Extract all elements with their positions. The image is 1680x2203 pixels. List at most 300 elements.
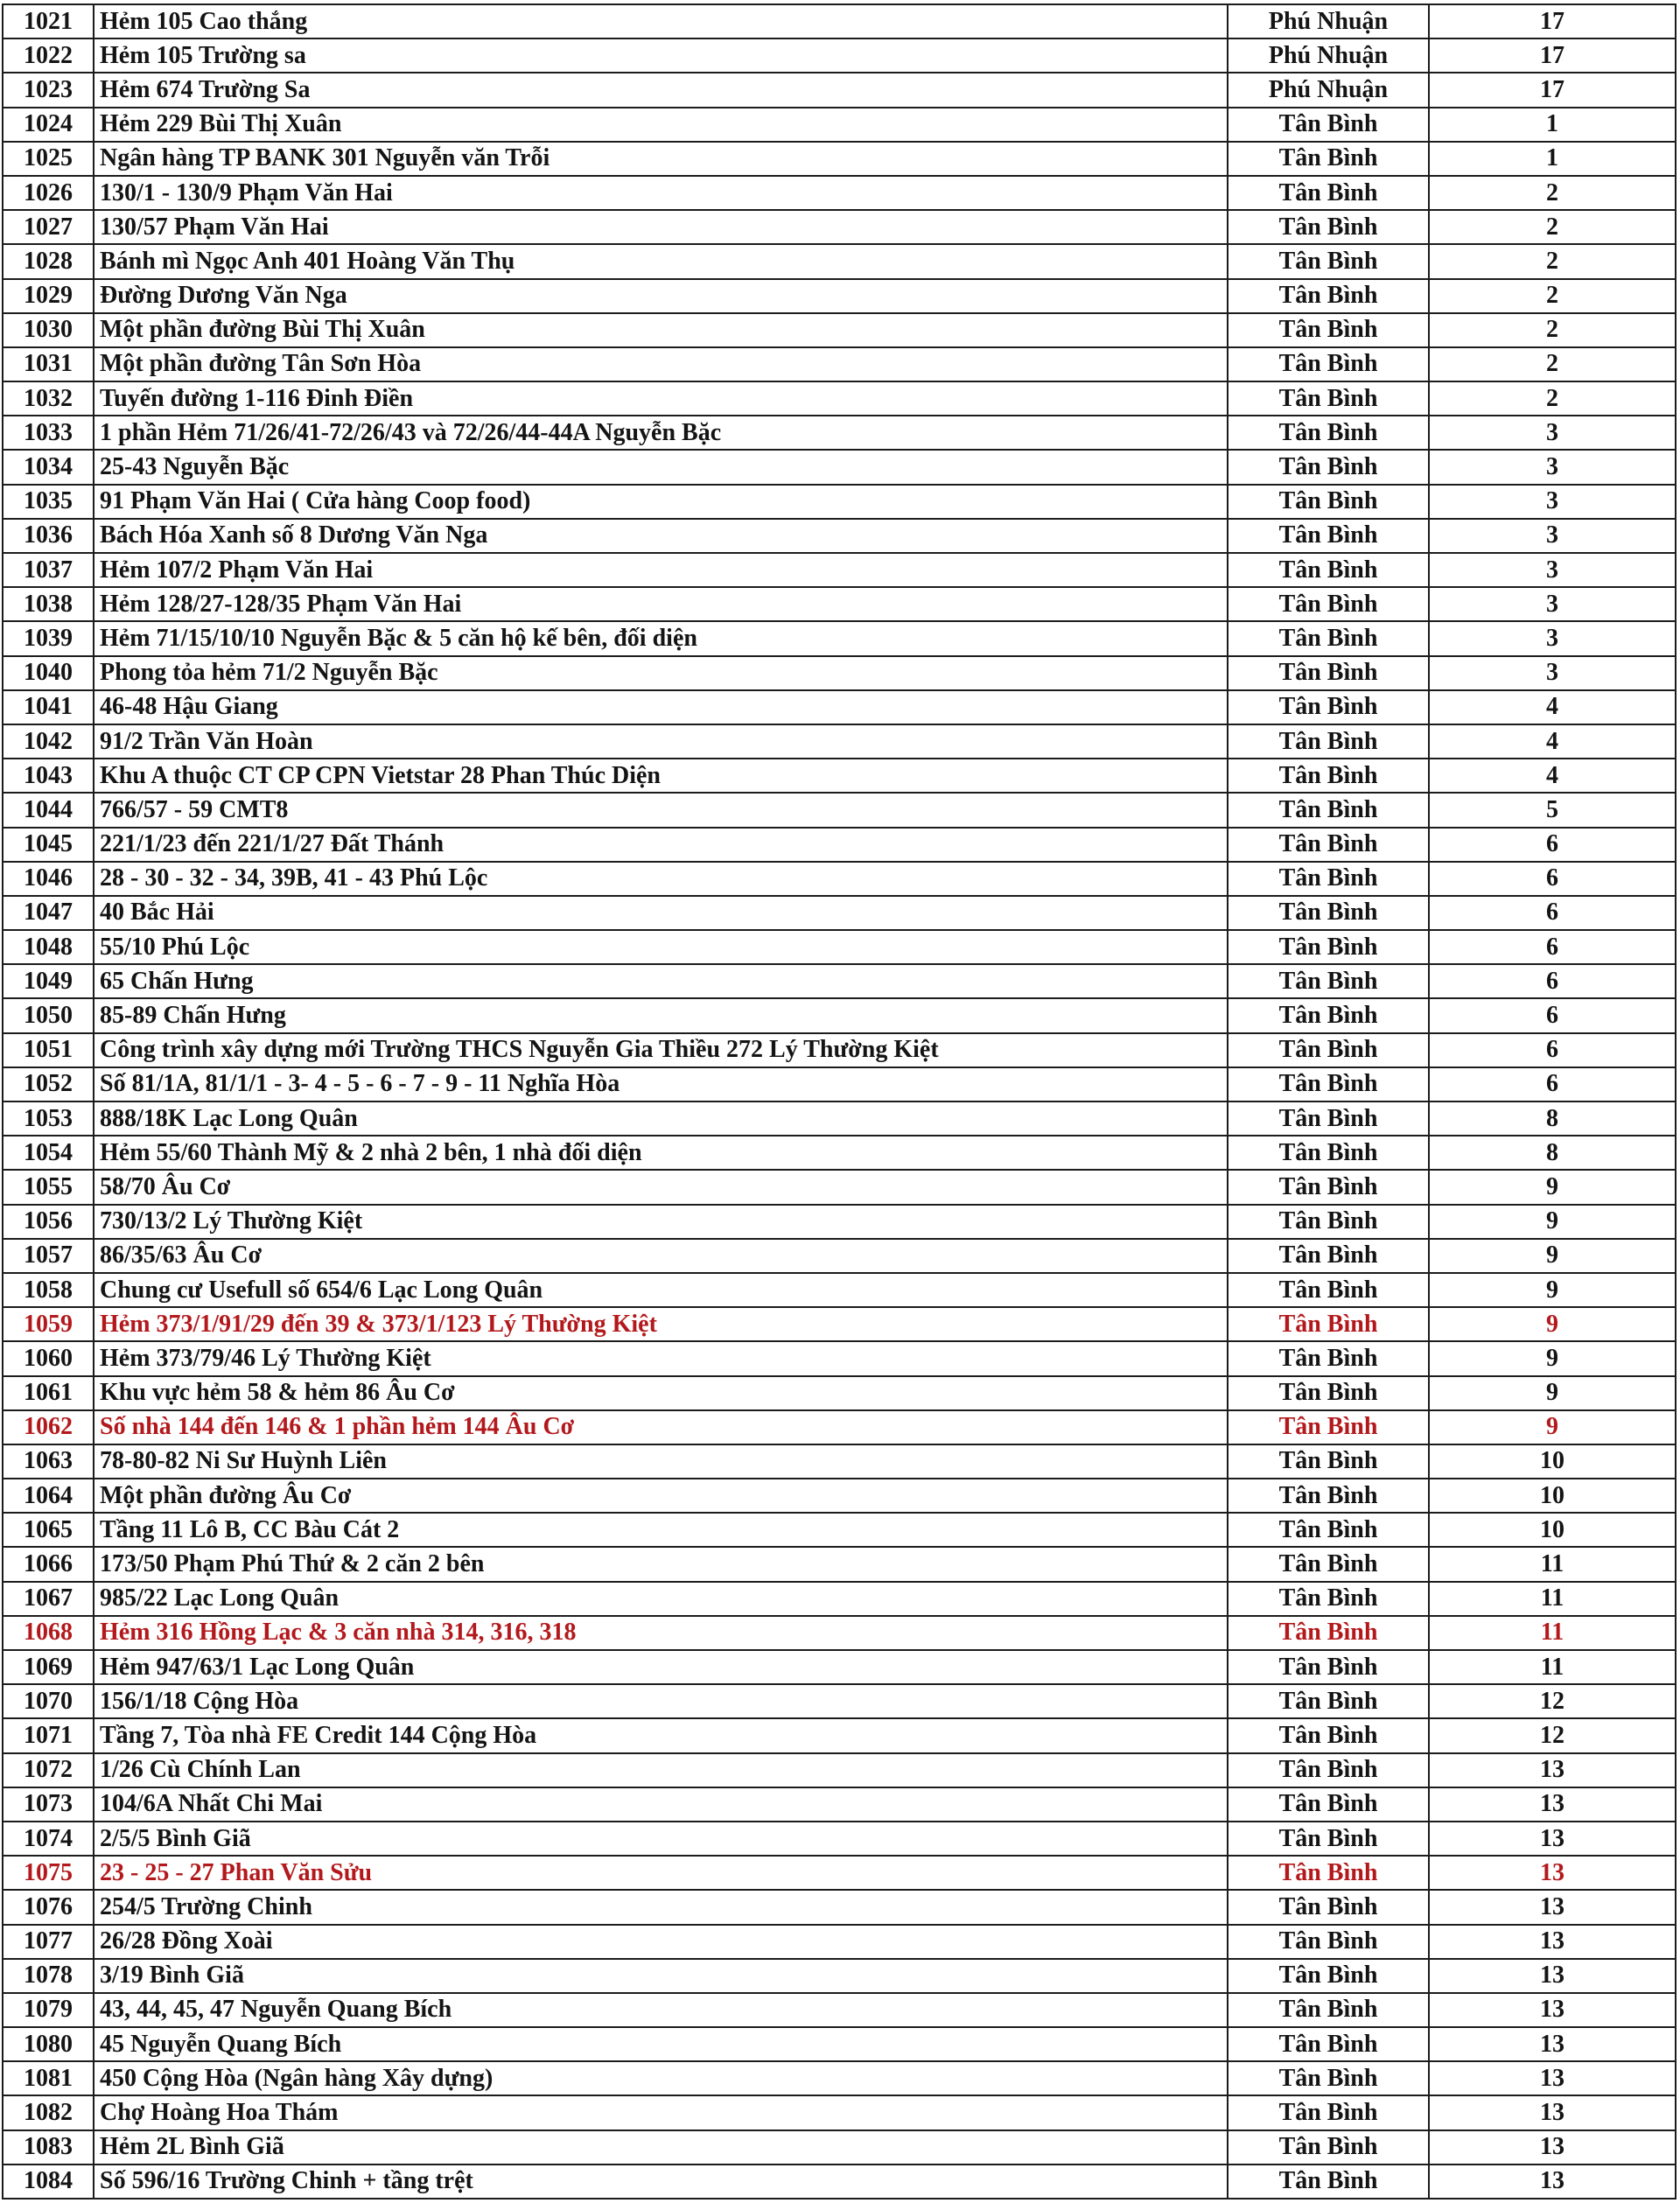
district-cell: Tân Bình bbox=[1228, 244, 1429, 278]
table-row bbox=[3, 450, 1676, 484]
ward-cell: 9 bbox=[1429, 1205, 1676, 1239]
row-number-cell: 1026 bbox=[3, 176, 94, 210]
ward-cell: 3 bbox=[1429, 519, 1676, 553]
row-number-cell: 1036 bbox=[3, 519, 94, 553]
table-row bbox=[3, 2027, 1676, 2061]
ward-cell: 6 bbox=[1429, 1033, 1676, 1067]
row-number-cell: 1059 bbox=[3, 1307, 94, 1341]
ward-cell: 9 bbox=[1429, 1307, 1676, 1341]
table-row bbox=[3, 1513, 1676, 1547]
address-cell: 91 Phạm Văn Hai ( Cửa hàng Coop food) bbox=[94, 485, 1228, 519]
row-number-cell: 1076 bbox=[3, 1890, 94, 1924]
table-row bbox=[3, 1753, 1676, 1787]
ward-cell: 4 bbox=[1429, 690, 1676, 724]
address-cell: Hẻm 105 Trường sa bbox=[94, 38, 1228, 73]
row-number-cell: 1042 bbox=[3, 724, 94, 759]
address-cell: 58/70 Âu Cơ bbox=[94, 1170, 1228, 1204]
ward-cell: 11 bbox=[1429, 1582, 1676, 1616]
ward-cell: 2 bbox=[1429, 176, 1676, 210]
ward-cell: 6 bbox=[1429, 896, 1676, 930]
address-cell: 450 Cộng Hòa (Ngân hàng Xây dựng) bbox=[94, 2061, 1228, 2095]
ward-cell: 1 bbox=[1429, 142, 1676, 176]
address-cell: Hẻm 316 Hồng Lạc & 3 căn nhà 314, 316, 318 bbox=[94, 1616, 1228, 1650]
address-cell: 55/10 Phú Lộc bbox=[94, 930, 1228, 964]
address-cell: 888/18K Lạc Long Quân bbox=[94, 1102, 1228, 1136]
district-cell: Tân Bình bbox=[1228, 1410, 1429, 1444]
address-cell: 985/22 Lạc Long Quân bbox=[94, 1582, 1228, 1616]
district-cell: Tân Bình bbox=[1228, 1959, 1429, 1993]
address-cell: 23 - 25 - 27 Phan Văn Sửu bbox=[94, 1856, 1228, 1890]
address-cell: 766/57 - 59 CMT8 bbox=[94, 793, 1228, 827]
address-cell: 221/1/23 đến 221/1/27 Đất Thánh bbox=[94, 828, 1228, 862]
district-cell: Tân Bình bbox=[1228, 2095, 1429, 2130]
table-row bbox=[3, 38, 1676, 73]
district-cell: Tân Bình bbox=[1228, 998, 1429, 1032]
district-cell: Tân Bình bbox=[1228, 279, 1429, 313]
table-row bbox=[3, 587, 1676, 621]
address-cell: 254/5 Trường Chinh bbox=[94, 1890, 1228, 1924]
row-number-cell: 1050 bbox=[3, 998, 94, 1032]
district-cell: Tân Bình bbox=[1228, 485, 1429, 519]
address-cell: Khu vực hẻm 58 & hẻm 86 Âu Cơ bbox=[94, 1376, 1228, 1410]
row-number-cell: 1073 bbox=[3, 1787, 94, 1822]
ward-cell: 3 bbox=[1429, 621, 1676, 655]
address-cell: Hẻm 71/15/10/10 Nguyễn Bặc & 5 căn hộ kế bên, đối diện bbox=[94, 621, 1228, 655]
row-number-cell: 1048 bbox=[3, 930, 94, 964]
table-row bbox=[3, 1205, 1676, 1239]
ward-cell: 12 bbox=[1429, 1684, 1676, 1718]
district-cell: Tân Bình bbox=[1228, 1205, 1429, 1239]
ward-cell: 11 bbox=[1429, 1616, 1676, 1650]
table-row bbox=[3, 313, 1676, 347]
district-cell: Phú Nhuận bbox=[1228, 38, 1429, 73]
row-number-cell: 1074 bbox=[3, 1822, 94, 1856]
district-cell: Tân Bình bbox=[1228, 587, 1429, 621]
ward-cell: 13 bbox=[1429, 2027, 1676, 2061]
ward-cell: 17 bbox=[1429, 73, 1676, 107]
ward-cell: 10 bbox=[1429, 1479, 1676, 1513]
address-cell: 86/35/63 Âu Cơ bbox=[94, 1239, 1228, 1273]
row-number-cell: 1066 bbox=[3, 1547, 94, 1581]
row-number-cell: 1080 bbox=[3, 2027, 94, 2061]
ward-cell: 2 bbox=[1429, 347, 1676, 381]
address-cell: Đường Dương Văn Nga bbox=[94, 279, 1228, 313]
table-row bbox=[3, 896, 1676, 930]
address-cell: 104/6A Nhất Chi Mai bbox=[94, 1787, 1228, 1822]
row-number-cell: 1037 bbox=[3, 553, 94, 587]
ward-cell: 10 bbox=[1429, 1513, 1676, 1547]
ward-cell: 9 bbox=[1429, 1239, 1676, 1273]
row-number-cell: 1027 bbox=[3, 210, 94, 244]
district-cell: Tân Bình bbox=[1228, 1273, 1429, 1307]
table-row bbox=[3, 1307, 1676, 1341]
address-cell: Khu A thuộc CT CP CPN Vietstar 28 Phan Thúc Diện bbox=[94, 759, 1228, 793]
address-cell: 25-43 Nguyễn Bặc bbox=[94, 450, 1228, 484]
ward-cell: 17 bbox=[1429, 4, 1676, 38]
table-row bbox=[3, 690, 1676, 724]
ward-cell: 9 bbox=[1429, 1341, 1676, 1375]
district-cell: Tân Bình bbox=[1228, 621, 1429, 655]
row-number-cell: 1060 bbox=[3, 1341, 94, 1375]
table-row bbox=[3, 964, 1676, 998]
ward-cell: 6 bbox=[1429, 1067, 1676, 1102]
ward-cell: 13 bbox=[1429, 1856, 1676, 1890]
row-number-cell: 1038 bbox=[3, 587, 94, 621]
district-cell: Tân Bình bbox=[1228, 1102, 1429, 1136]
table-row bbox=[3, 73, 1676, 107]
row-number-cell: 1034 bbox=[3, 450, 94, 484]
table-row bbox=[3, 416, 1676, 450]
district-cell: Tân Bình bbox=[1228, 381, 1429, 416]
address-cell: Hẻm 107/2 Phạm Văn Hai bbox=[94, 553, 1228, 587]
ward-cell: 3 bbox=[1429, 656, 1676, 690]
row-number-cell: 1055 bbox=[3, 1170, 94, 1204]
district-cell: Tân Bình bbox=[1228, 1787, 1429, 1822]
table-row bbox=[3, 621, 1676, 655]
address-cell: 46-48 Hậu Giang bbox=[94, 690, 1228, 724]
ward-cell: 4 bbox=[1429, 759, 1676, 793]
table-row bbox=[3, 862, 1676, 896]
district-cell: Tân Bình bbox=[1228, 1136, 1429, 1170]
address-cell: Phong tỏa hẻm 71/2 Nguyễn Bặc bbox=[94, 656, 1228, 690]
address-cell: 45 Nguyễn Quang Bích bbox=[94, 2027, 1228, 2061]
row-number-cell: 1040 bbox=[3, 656, 94, 690]
ward-cell: 3 bbox=[1429, 587, 1676, 621]
district-cell: Tân Bình bbox=[1228, 450, 1429, 484]
district-cell: Tân Bình bbox=[1228, 1239, 1429, 1273]
table-row bbox=[3, 1239, 1676, 1273]
address-cell: Hẻm 2L Bình Giã bbox=[94, 2130, 1228, 2165]
address-cell: 65 Chấn Hưng bbox=[94, 964, 1228, 998]
address-cell: Hẻm 105 Cao thắng bbox=[94, 4, 1228, 38]
district-cell: Tân Bình bbox=[1228, 1341, 1429, 1375]
row-number-cell: 1069 bbox=[3, 1650, 94, 1684]
row-number-cell: 1077 bbox=[3, 1925, 94, 1959]
ward-cell: 8 bbox=[1429, 1136, 1676, 1170]
district-cell: Tân Bình bbox=[1228, 313, 1429, 347]
district-cell: Tân Bình bbox=[1228, 724, 1429, 759]
ward-cell: 11 bbox=[1429, 1547, 1676, 1581]
table-row bbox=[3, 176, 1676, 210]
district-cell: Tân Bình bbox=[1228, 656, 1429, 690]
row-number-cell: 1052 bbox=[3, 1067, 94, 1102]
district-cell: Tân Bình bbox=[1228, 1650, 1429, 1684]
ward-cell: 11 bbox=[1429, 1650, 1676, 1684]
row-number-cell: 1058 bbox=[3, 1273, 94, 1307]
district-cell: Tân Bình bbox=[1228, 759, 1429, 793]
ward-cell: 13 bbox=[1429, 1993, 1676, 2027]
table-row bbox=[3, 724, 1676, 759]
table-row bbox=[3, 1444, 1676, 1479]
ward-cell: 10 bbox=[1429, 1444, 1676, 1479]
district-cell: Tân Bình bbox=[1228, 108, 1429, 142]
ward-cell: 2 bbox=[1429, 279, 1676, 313]
row-number-cell: 1065 bbox=[3, 1513, 94, 1547]
ward-cell: 5 bbox=[1429, 793, 1676, 827]
table-row bbox=[3, 485, 1676, 519]
address-cell: Bách Hóa Xanh số 8 Dương Văn Nga bbox=[94, 519, 1228, 553]
ward-cell: 3 bbox=[1429, 553, 1676, 587]
address-cell: Hẻm 128/27-128/35 Phạm Văn Hai bbox=[94, 587, 1228, 621]
district-cell: Tân Bình bbox=[1228, 1513, 1429, 1547]
table-row bbox=[3, 1273, 1676, 1307]
district-cell: Tân Bình bbox=[1228, 519, 1429, 553]
address-cell: 91/2 Trần Văn Hoàn bbox=[94, 724, 1228, 759]
row-number-cell: 1078 bbox=[3, 1959, 94, 1993]
district-cell: Phú Nhuận bbox=[1228, 4, 1429, 38]
row-number-cell: 1028 bbox=[3, 244, 94, 278]
row-number-cell: 1053 bbox=[3, 1102, 94, 1136]
table-row bbox=[3, 553, 1676, 587]
table-row bbox=[3, 279, 1676, 313]
district-cell: Tân Bình bbox=[1228, 2061, 1429, 2095]
district-cell: Tân Bình bbox=[1228, 690, 1429, 724]
ward-cell: 13 bbox=[1429, 1753, 1676, 1787]
address-cell: Công trình xây dựng mới Trường THCS Nguyễn Gia Thiều 272 Lý Thường Kiệt bbox=[94, 1033, 1228, 1067]
table-row bbox=[3, 656, 1676, 690]
table-row bbox=[3, 1890, 1676, 1924]
row-number-cell: 1072 bbox=[3, 1753, 94, 1787]
district-cell: Tân Bình bbox=[1228, 1307, 1429, 1341]
row-number-cell: 1061 bbox=[3, 1376, 94, 1410]
ward-cell: 2 bbox=[1429, 381, 1676, 416]
row-number-cell: 1075 bbox=[3, 1856, 94, 1890]
ward-cell: 13 bbox=[1429, 2061, 1676, 2095]
ward-cell: 13 bbox=[1429, 2130, 1676, 2165]
address-cell: Hẻm 373/1/91/29 đến 39 & 373/1/123 Lý Thường Kiệt bbox=[94, 1307, 1228, 1341]
ward-cell: 1 bbox=[1429, 108, 1676, 142]
address-cell: 156/1/18 Cộng Hòa bbox=[94, 1684, 1228, 1718]
ward-cell: 13 bbox=[1429, 2095, 1676, 2130]
table-row bbox=[3, 1959, 1676, 1993]
table-row bbox=[3, 1136, 1676, 1170]
address-cell: Tầng 11 Lô B, CC Bàu Cát 2 bbox=[94, 1513, 1228, 1547]
table-row bbox=[3, 142, 1676, 176]
district-cell: Tân Bình bbox=[1228, 1479, 1429, 1513]
row-number-cell: 1049 bbox=[3, 964, 94, 998]
row-number-cell: 1070 bbox=[3, 1684, 94, 1718]
row-number-cell: 1056 bbox=[3, 1205, 94, 1239]
row-number-cell: 1023 bbox=[3, 73, 94, 107]
ward-cell: 6 bbox=[1429, 964, 1676, 998]
district-cell: Tân Bình bbox=[1228, 142, 1429, 176]
district-cell: Tân Bình bbox=[1228, 1582, 1429, 1616]
table-row bbox=[3, 108, 1676, 142]
ward-cell: 6 bbox=[1429, 828, 1676, 862]
district-cell: Phú Nhuận bbox=[1228, 73, 1429, 107]
district-cell: Tân Bình bbox=[1228, 553, 1429, 587]
district-cell: Tân Bình bbox=[1228, 930, 1429, 964]
table-row bbox=[3, 1376, 1676, 1410]
ward-cell: 9 bbox=[1429, 1410, 1676, 1444]
table-row bbox=[3, 2095, 1676, 2130]
row-number-cell: 1083 bbox=[3, 2130, 94, 2165]
table-row bbox=[3, 1684, 1676, 1718]
row-number-cell: 1044 bbox=[3, 793, 94, 827]
ward-cell: 2 bbox=[1429, 210, 1676, 244]
address-cell: 40 Bắc Hải bbox=[94, 896, 1228, 930]
district-cell: Tân Bình bbox=[1228, 1753, 1429, 1787]
address-cell: Hẻm 373/79/46 Lý Thường Kiệt bbox=[94, 1341, 1228, 1375]
district-cell: Tân Bình bbox=[1228, 2027, 1429, 2061]
row-number-cell: 1021 bbox=[3, 4, 94, 38]
table-row bbox=[3, 998, 1676, 1032]
ward-cell: 3 bbox=[1429, 416, 1676, 450]
table-row bbox=[3, 1170, 1676, 1204]
row-number-cell: 1039 bbox=[3, 621, 94, 655]
ward-cell: 12 bbox=[1429, 1718, 1676, 1752]
table-row bbox=[3, 210, 1676, 244]
ward-cell: 13 bbox=[1429, 1822, 1676, 1856]
row-number-cell: 1046 bbox=[3, 862, 94, 896]
district-cell: Tân Bình bbox=[1228, 1718, 1429, 1752]
address-cell: 130/57 Phạm Văn Hai bbox=[94, 210, 1228, 244]
ward-cell: 8 bbox=[1429, 1102, 1676, 1136]
table-row bbox=[3, 759, 1676, 793]
row-number-cell: 1032 bbox=[3, 381, 94, 416]
address-cell: 130/1 - 130/9 Phạm Văn Hai bbox=[94, 176, 1228, 210]
district-cell: Tân Bình bbox=[1228, 1925, 1429, 1959]
district-cell: Tân Bình bbox=[1228, 176, 1429, 210]
table-row bbox=[3, 1616, 1676, 1650]
row-number-cell: 1025 bbox=[3, 142, 94, 176]
row-number-cell: 1064 bbox=[3, 1479, 94, 1513]
district-cell: Tân Bình bbox=[1228, 1822, 1429, 1856]
lockdown-list-sheet bbox=[2, 3, 1675, 2200]
table-row bbox=[3, 1582, 1676, 1616]
row-number-cell: 1063 bbox=[3, 1444, 94, 1479]
table-row bbox=[3, 1925, 1676, 1959]
row-number-cell: 1047 bbox=[3, 896, 94, 930]
address-cell: Số 81/1A, 81/1/1 - 3- 4 - 5 - 6 - 7 - 9 - 11 Nghĩa Hòa bbox=[94, 1067, 1228, 1102]
ward-cell: 6 bbox=[1429, 862, 1676, 896]
table-row bbox=[3, 4, 1676, 38]
address-cell: Hẻm 947/63/1 Lạc Long Quân bbox=[94, 1650, 1228, 1684]
address-cell: Tầng 7, Tòa nhà FE Credit 144 Cộng Hòa bbox=[94, 1718, 1228, 1752]
district-cell: Tân Bình bbox=[1228, 2130, 1429, 2165]
address-cell: Số 596/16 Trường Chinh + tầng trệt bbox=[94, 2165, 1228, 2199]
row-number-cell: 1057 bbox=[3, 1239, 94, 1273]
address-cell: 730/13/2 Lý Thường Kiệt bbox=[94, 1205, 1228, 1239]
address-cell: 43, 44, 45, 47 Nguyễn Quang Bích bbox=[94, 1993, 1228, 2027]
ward-cell: 13 bbox=[1429, 1925, 1676, 1959]
district-cell: Tân Bình bbox=[1228, 1547, 1429, 1581]
table-row bbox=[3, 1479, 1676, 1513]
table-row bbox=[3, 1341, 1676, 1375]
table-row bbox=[3, 1856, 1676, 1890]
row-number-cell: 1051 bbox=[3, 1033, 94, 1067]
row-number-cell: 1067 bbox=[3, 1582, 94, 1616]
address-cell: Bánh mì Ngọc Anh 401 Hoàng Văn Thụ bbox=[94, 244, 1228, 278]
address-cell: Chung cư Usefull số 654/6 Lạc Long Quân bbox=[94, 1273, 1228, 1307]
row-number-cell: 1079 bbox=[3, 1993, 94, 2027]
table-row bbox=[3, 381, 1676, 416]
table-row bbox=[3, 1033, 1676, 1067]
row-number-cell: 1081 bbox=[3, 2061, 94, 2095]
table-row bbox=[3, 2130, 1676, 2165]
ward-cell: 9 bbox=[1429, 1170, 1676, 1204]
row-number-cell: 1071 bbox=[3, 1718, 94, 1752]
district-cell: Tân Bình bbox=[1228, 1684, 1429, 1718]
address-cell: 85-89 Chấn Hưng bbox=[94, 998, 1228, 1032]
address-cell: Ngân hàng TP BANK 301 Nguyễn văn Trỗi bbox=[94, 142, 1228, 176]
ward-cell: 13 bbox=[1429, 1787, 1676, 1822]
table-row bbox=[3, 2061, 1676, 2095]
ward-cell: 6 bbox=[1429, 930, 1676, 964]
address-cell: Số nhà 144 đến 146 & 1 phần hẻm 144 Âu Cơ bbox=[94, 1410, 1228, 1444]
district-cell: Tân Bình bbox=[1228, 1376, 1429, 1410]
ward-cell: 3 bbox=[1429, 450, 1676, 484]
table-row bbox=[3, 347, 1676, 381]
table-row bbox=[3, 1822, 1676, 1856]
ward-cell: 13 bbox=[1429, 1890, 1676, 1924]
district-cell: Tân Bình bbox=[1228, 793, 1429, 827]
table-row bbox=[3, 2165, 1676, 2199]
table-row bbox=[3, 1650, 1676, 1684]
ward-cell: 6 bbox=[1429, 998, 1676, 1032]
table-row bbox=[3, 828, 1676, 862]
address-cell: 78-80-82 Ni Sư Huỳnh Liên bbox=[94, 1444, 1228, 1479]
row-number-cell: 1031 bbox=[3, 347, 94, 381]
address-cell: Hẻm 55/60 Thành Mỹ & 2 nhà 2 bên, 1 nhà đối diện bbox=[94, 1136, 1228, 1170]
ward-cell: 13 bbox=[1429, 2165, 1676, 2199]
district-cell: Tân Bình bbox=[1228, 1033, 1429, 1067]
address-cell: Một phần đường Âu Cơ bbox=[94, 1479, 1228, 1513]
district-cell: Tân Bình bbox=[1228, 1444, 1429, 1479]
address-cell: Hẻm 229 Bùi Thị Xuân bbox=[94, 108, 1228, 142]
ward-cell: 17 bbox=[1429, 38, 1676, 73]
district-cell: Tân Bình bbox=[1228, 964, 1429, 998]
row-number-cell: 1045 bbox=[3, 828, 94, 862]
address-cell: 26/28 Đồng Xoài bbox=[94, 1925, 1228, 1959]
table-row bbox=[3, 1410, 1676, 1444]
table-row bbox=[3, 930, 1676, 964]
table-row bbox=[3, 244, 1676, 278]
address-cell: 28 - 30 - 32 - 34, 39B, 41 - 43 Phú Lộc bbox=[94, 862, 1228, 896]
row-number-cell: 1033 bbox=[3, 416, 94, 450]
district-cell: Tân Bình bbox=[1228, 1616, 1429, 1650]
row-number-cell: 1068 bbox=[3, 1616, 94, 1650]
address-cell: 1/26 Cù Chính Lan bbox=[94, 1753, 1228, 1787]
district-cell: Tân Bình bbox=[1228, 1890, 1429, 1924]
district-cell: Tân Bình bbox=[1228, 896, 1429, 930]
ward-cell: 2 bbox=[1429, 244, 1676, 278]
ward-cell: 13 bbox=[1429, 1959, 1676, 1993]
ward-cell: 9 bbox=[1429, 1376, 1676, 1410]
district-cell: Tân Bình bbox=[1228, 416, 1429, 450]
ward-cell: 9 bbox=[1429, 1273, 1676, 1307]
table-row bbox=[3, 1102, 1676, 1136]
table-row bbox=[3, 1547, 1676, 1581]
row-number-cell: 1084 bbox=[3, 2165, 94, 2199]
row-number-cell: 1022 bbox=[3, 38, 94, 73]
lockdown-locations-table bbox=[2, 3, 1676, 2200]
address-cell: Chợ Hoàng Hoa Thám bbox=[94, 2095, 1228, 2130]
table-row bbox=[3, 519, 1676, 553]
district-cell: Tân Bình bbox=[1228, 2165, 1429, 2199]
district-cell: Tân Bình bbox=[1228, 862, 1429, 896]
row-number-cell: 1029 bbox=[3, 279, 94, 313]
address-cell: Một phần đường Bùi Thị Xuân bbox=[94, 313, 1228, 347]
district-cell: Tân Bình bbox=[1228, 1856, 1429, 1890]
address-cell: Tuyến đường 1-116 Đinh Điền bbox=[94, 381, 1228, 416]
table-row bbox=[3, 793, 1676, 827]
ward-cell: 4 bbox=[1429, 724, 1676, 759]
row-number-cell: 1035 bbox=[3, 485, 94, 519]
address-cell: Hẻm 674 Trường Sa bbox=[94, 73, 1228, 107]
district-cell: Tân Bình bbox=[1228, 1170, 1429, 1204]
row-number-cell: 1030 bbox=[3, 313, 94, 347]
